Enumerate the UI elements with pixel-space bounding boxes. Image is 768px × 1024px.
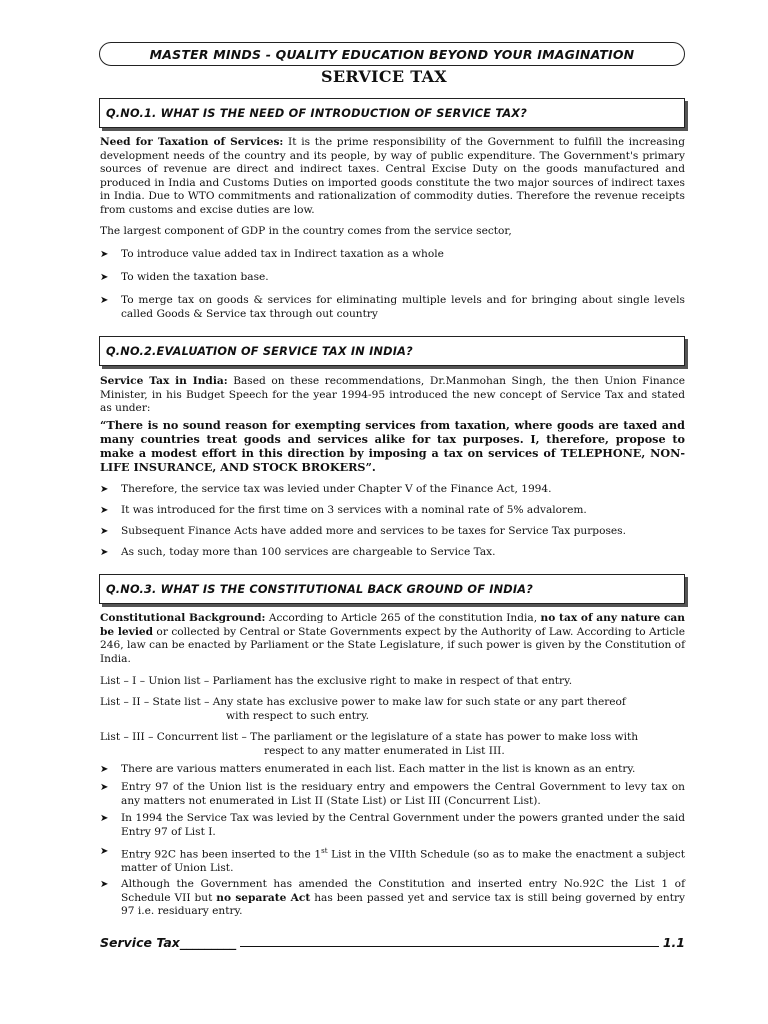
q3-bullet-5-text-b: has been passed yet and service tax is still being governed by entry 97 i.e. residuary entry. [121, 891, 685, 918]
q3-bullet-1-text: There are various matters enumerated in each list. Each matter in the list is known as an entry. [121, 763, 636, 775]
q2-bullet-3-text: Subsequent Finance Acts have added more and services to be taxes for Service Tax purposes. [121, 525, 626, 537]
arrow-bullet-icon: ➤ [100, 249, 109, 260]
arrow-bullet-icon: ➤ [100, 764, 109, 775]
q3-bullet-1 [100, 763, 685, 777]
q1-bullet-1-text: To introduce value added tax in Indirect taxation as a whole [121, 248, 444, 260]
q1-bullet-3-text: To merge tax on goods & services for eliminating multiple levels and for bringing about single levels called Goods & Service tax through out country [121, 294, 685, 320]
budget-speech-quote: “There is no sound reason for exempting services from taxation, where goods are taxed and many countries treat goods and services alike for tax purposes. I, therefore, propose to make a modest effort in this direction by imposing a tax on services of TELEPHONE, NON-LIFE INSURANCE, AND STOCK BROKERS”. [100, 418, 685, 474]
q3-para1-bold-1: Constitutional Background: [100, 612, 266, 624]
q3-para1-bold-2: no tax of any nature can be levied [100, 612, 686, 638]
q3-para1-text-2: or collected by Central or State Governments expect by the Authority of Law. According to Article 246, law can be enacted by Parliament or the State Legislature, if such power is given by the Constitution of India. [100, 625, 685, 665]
q3-bullet-4-sup: st [321, 847, 328, 855]
question-2-heading: Q.NO.2.EVALUATION OF SERVICE TAX IN INDIA? [99, 336, 685, 366]
q2-bullet-3 [100, 525, 685, 539]
q2-bullet-1 [100, 483, 685, 497]
arrow-bullet-icon: ➤ [100, 846, 109, 857]
header-banner: MASTER MINDS - QUALITY EDUCATION BEYOND YOUR IMAGINATION [99, 42, 685, 66]
state-list-line [100, 695, 685, 723]
q3-para1-text-1: According to Article 265 of the constitution India, [265, 612, 541, 624]
q2-bullet-4 [100, 546, 685, 560]
question-3-heading: Q.NO.3. WHAT IS THE CONSTITUTIONAL BACK GROUND OF INDIA? [99, 574, 685, 604]
q1-paragraph-1 [100, 136, 685, 218]
footer-left: Service Tax_________ [100, 935, 237, 950]
q3-bullet-4-text-a: Entry 92C has been inserted to the 1 [121, 848, 322, 861]
union-list-line: List – I – Union list – Parliament has the exclusive right to make in respect of that entry. [100, 675, 573, 687]
footer-page-number: 1.1 [662, 935, 685, 950]
q1-paragraph-2: The largest component of GDP in the country comes from the service sector, [100, 225, 512, 237]
q3-bullet-5-bold: no separate Act [216, 891, 311, 904]
q2-bullet-4-text: As such, today more than 100 services are chargeable to Service Tax. [121, 546, 496, 558]
concurrent-list-line-1: List – III – Concurrent list – The parliament or the legislature of a state has power to make loss with [100, 731, 639, 743]
concurrent-list-line [100, 730, 685, 758]
q3-bullet-5-text-a: Although the Government has amended the Constitution and inserted entry No.92C the List 1 of Schedule VII but [121, 878, 685, 904]
q3-bullet-4-text-b: List in the VIIth Schedule (so as to make the enactment a subject matter of Union List. [121, 848, 685, 875]
q1-para1-bold: Need for Taxation of Services: [100, 136, 284, 148]
q2-bullet-2 [100, 504, 685, 518]
q2-para1-bold: Service Tax in India: [100, 375, 228, 387]
q3-bullet-3 [100, 812, 685, 839]
arrow-bullet-icon: ➤ [100, 526, 109, 537]
state-list-line-1: List – II – State list – Any state has exclusive power to make law for such state or any part thereof [100, 696, 626, 708]
q3-bullet-5 [100, 878, 685, 919]
concurrent-list-line-2: respect to any matter enumerated in List III. [264, 745, 505, 757]
arrow-bullet-icon: ➤ [100, 272, 109, 283]
q3-bullet-2-text: Entry 97 of the Union list is the residuary entry and empowers the Central Government to levy tax on any matters not enumerated in List II (State List) or List III (Concurrent List). [121, 781, 685, 807]
q3-bullet-2 [100, 781, 685, 808]
q3-paragraph-1 [100, 612, 685, 666]
question-1-heading: Q.NO.1. WHAT IS THE NEED OF INTRODUCTION OF SERVICE TAX? [99, 98, 685, 128]
arrow-bullet-icon: ➤ [100, 813, 109, 824]
arrow-bullet-icon: ➤ [100, 295, 109, 306]
q1-bullet-3 [100, 294, 685, 321]
footer-rule [240, 946, 659, 947]
arrow-bullet-icon: ➤ [100, 782, 109, 793]
q1-para1-text: It is the prime responsibility of the Government to fulfill the increasing development needs of the country and its people, by way of public expenditure. The Government's primary sources of revenue are direct and indirect taxes. Central Excise Duty on the goods manufactured and produced in India and Customs Duties on imported goods constitute the two major sources of indirect taxes in India. Due to WTO commitments and rationalization of commodity duties. Therefore the revenue receipts from customs and excise duties are low. [100, 136, 686, 216]
q1-bullet-1 [100, 248, 685, 262]
q1-bullet-2 [100, 271, 685, 285]
arrow-bullet-icon: ➤ [100, 547, 109, 558]
page-title: SERVICE TAX [320, 67, 448, 86]
q1-bullet-2-text: To widen the taxation base. [121, 271, 269, 283]
arrow-bullet-icon: ➤ [100, 484, 109, 495]
q3-bullet-3-text: In 1994 the Service Tax was levied by the Central Government under the powers granted under the said Entry 97 of List I. [121, 812, 685, 838]
state-list-line-2: with respect to such entry. [226, 710, 370, 722]
q2-bullet-1-text: Therefore, the service tax was levied under Chapter V of the Finance Act, 1994. [121, 483, 552, 495]
page-footer [100, 934, 685, 950]
q2-bullet-2-text: It was introduced for the first time on 3 services with a nominal rate of 5% advalorem. [121, 504, 587, 516]
arrow-bullet-icon: ➤ [100, 505, 109, 516]
q3-bullet-4 [100, 845, 685, 876]
q2-paragraph-1 [100, 375, 685, 416]
arrow-bullet-icon: ➤ [100, 879, 109, 890]
q2-para1-text: Based on these recommendations, Dr.Manmohan Singh, the then Union Finance Minister, in his Budget Speech for the year 1994-95 introduced the new concept of Service Tax and stated as under: [100, 375, 686, 415]
